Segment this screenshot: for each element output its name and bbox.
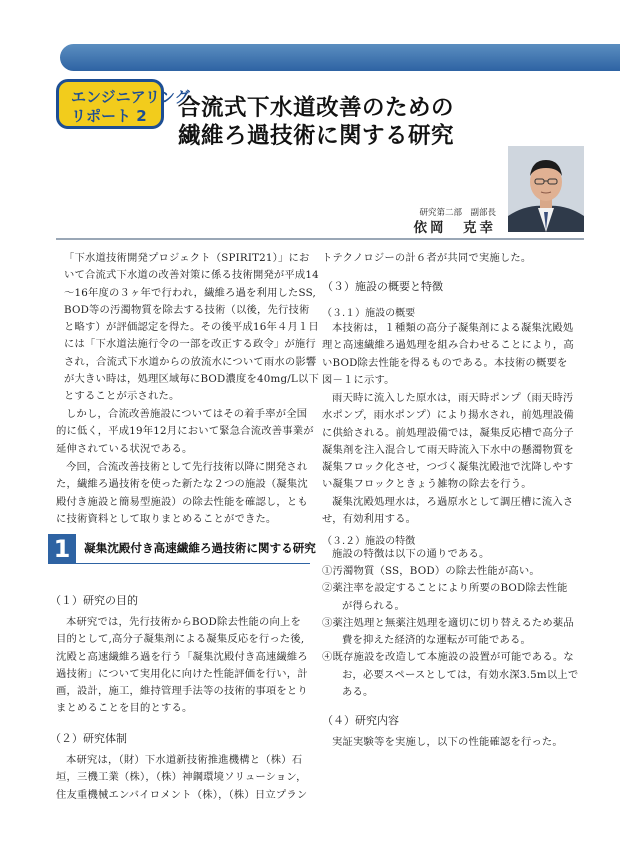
heading-purpose: （１）研究の目的 — [50, 594, 138, 607]
header-band — [60, 44, 620, 71]
author-photo — [508, 146, 584, 232]
overview-paragraph: 本技術は，１種類の高分子凝集剤による凝集沈殿処 理と高速繊維ろ過処理を組み合わせることにより，高 いBOD除去性能を得るものである。本技術の概要を 図－１に示す。 — [322, 322, 574, 386]
header-divider — [56, 238, 584, 240]
treated-water-paragraph: 凝集沈殿処理水は，ろ過原水として調圧槽に流入さ せ，有効利用する。 — [322, 496, 574, 526]
author-department: 研究第二部 副部長 — [419, 208, 496, 218]
subheading-features: （３.２）施設の特徴 — [322, 536, 416, 547]
report-badge — [56, 79, 190, 129]
continued-line: トテクノロジーの計６者が共同で実施した。 — [322, 252, 532, 264]
subheading-overview: （３.１）施設の概要 — [322, 308, 416, 319]
section-rule — [76, 563, 310, 564]
author-name: 依岡 克幸 — [413, 220, 496, 236]
features-list: ①汚濁物質（SS，BOD）の除去性能が高い。 ②薬注率を設定することにより所要のBOD除去性能 が得られる。 ③薬注処理と無薬注処理を適切に切り替えるため薬品 費を抑えた経済的な運転が可能である。 ④既存施設を改造して本施設の設置が可能である。な お，必要スペースとしては，有効水深3.5m以上で ある。 — [322, 565, 579, 699]
section-title: 凝集沈殿付き高速繊維ろ過技術に関する研究 — [84, 541, 316, 555]
badge-label-line1: エンジニアリング — [71, 88, 190, 106]
heading-research-content: （４）研究内容 — [322, 714, 399, 727]
rain-process-paragraph: 雨天時に流入した原水は，雨天時ポンプ（雨天時汚 水ポンプ，雨水ポンプ）により揚水され，前処理設備 に供給される。前処理設備では，凝集反応槽で高分子 凝集剤を注入混合して雨天時流入下水中の懸濁物質を 凝集フロック化させ，つづく凝集沈殿池で沈降しやす い凝集フロックときょう雑物の除去を行う。 — [322, 392, 574, 491]
heading-organization: （２）研究体制 — [50, 732, 127, 745]
section-1-heading — [48, 534, 316, 564]
badge-label-line2: リポート 2 — [71, 107, 147, 125]
list-item: ③薬注処理と無薬注処理を適切に切り替えるため薬品 — [322, 616, 574, 629]
article-title-line1: 合流式下水道改善のための — [178, 95, 455, 121]
features-intro: 施設の特徴は以下の通りである。 — [332, 548, 490, 560]
intro-paragraph: 「下水道技術開発プロジェクト（SPIRIT21）」にお いて合流式下水道の改善対策に係る技術開発が平成14 ～16年度の３ヶ年で行われ，繊維ろ過を利用したSS, BOD等の汚濁物質を除去する技術（以後，先行技術 と略す）が評価認定を得た。その後平成16年４月１日 には「下水道法施行令の一部を改正する政令」が施行 され，合流式下水道からの放流水について雨水の影響 が大きい時は，処理区域毎にBOD濃度を40mg/L以下 とすることが示された。 — [64, 252, 319, 403]
list-item: ①汚濁物質（SS，BOD）の除去性能が高い。 — [322, 565, 540, 577]
list-item: ②薬注率を設定することにより所要のBOD除去性能 — [322, 582, 568, 595]
article-title-line2: 繊維ろ過技術に関する研究 — [178, 123, 455, 149]
organization-paragraph: 本研究は，（財）下水道新技術推進機構と（株）石 垣，三機工業（株），（株）神鋼環境ソリューション， 住友重機械エンバイロメント（株），（株）日立プラン — [56, 754, 308, 801]
research-content-line: 実証実験等を実施し，以下の性能確認を行った。 — [332, 736, 563, 748]
background-paragraph: しかし，合流改善施設についてはその着手率が全国 的に低く，平成19年12月において緊急合流改善事業が 延伸されている状況である。 — [56, 408, 314, 455]
summary-paragraph: 今回，合流改善技術として先行技術以降に開発され た，繊維ろ過技術を使った新たな２つの施設（凝集沈 殿付き施設と簡易型施設）の除去性能を確認し，とも に技術資料として取りまとめることができた。 — [56, 461, 308, 525]
list-item: ④既存施設を改造して本施設の設置が可能である。な — [322, 651, 574, 664]
section-number: 1 — [53, 535, 71, 563]
purpose-paragraph: 本研究では，先行技術からBOD除去性能の向上を 目的として,高分子凝集剤による凝集反応を行った後, 沈殿と高速繊維ろ過を行う「凝集沈殿付き高速繊維ろ 過技術」について実用化に向けた性能評価を行い，計 画，設計，施工，維持管理手法等の技術的事項をとり まとめることを目的とする。 — [56, 616, 308, 715]
heading-facility: （３）施設の概要と特徴 — [322, 280, 443, 293]
